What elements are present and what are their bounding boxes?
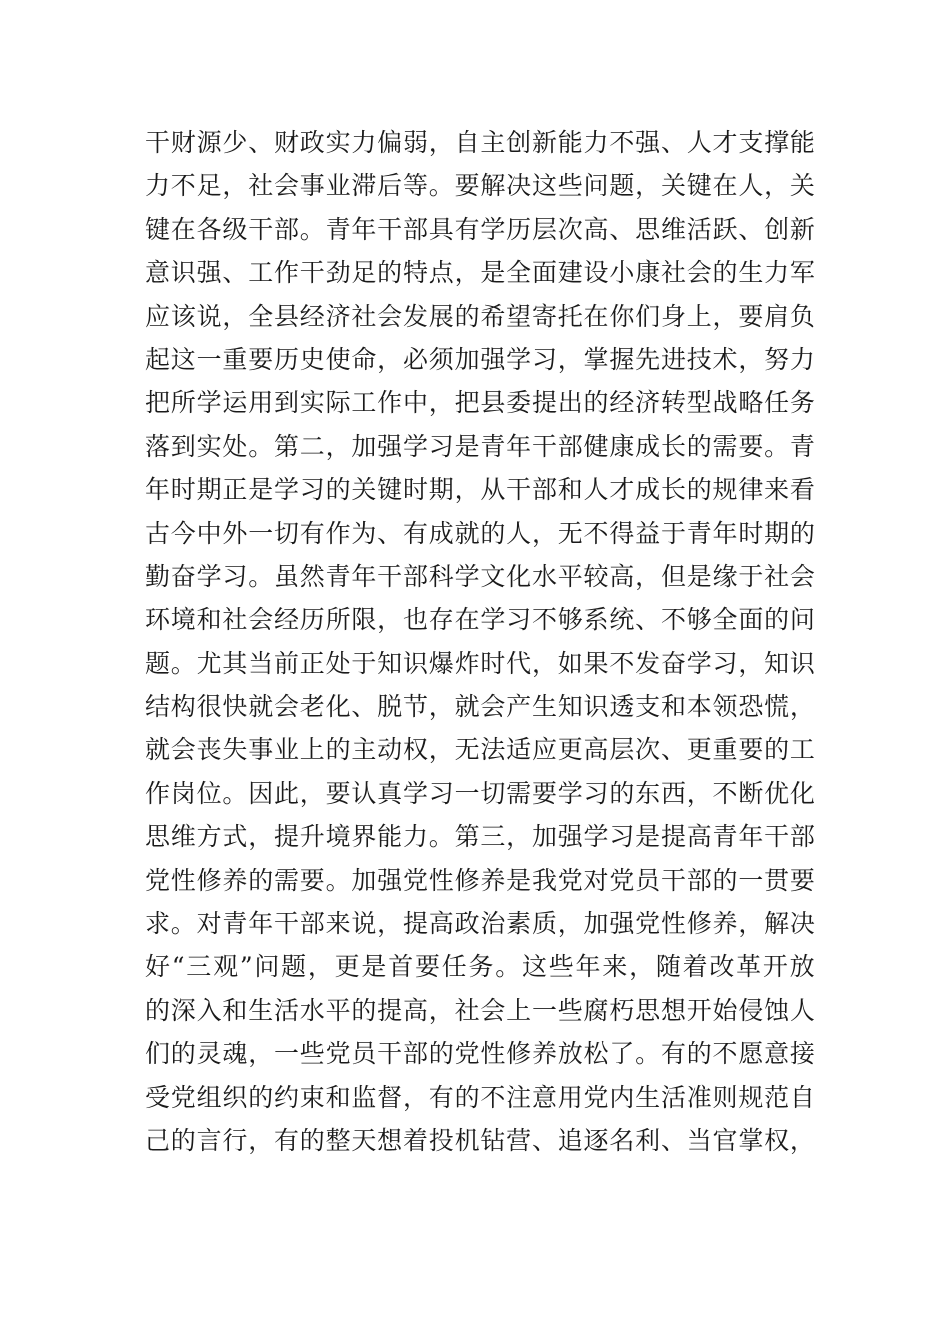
- body-text: [145, 121, 815, 1162]
- text-line: 起这一重要历史使命，必须加强学习，掌握先进技术，努力: [145, 344, 815, 374]
- text-line: 们的灵魂，一些党员干部的党性修养放松了。有的不愿意接: [145, 1039, 815, 1069]
- text-line: 题。尤其当前正处于知识爆炸时代，如果不发奋学习，知识: [145, 648, 815, 678]
- text-line: 把所学运用到实际工作中，把县委提出的经济转型战略任务: [145, 388, 815, 418]
- text-line: 结构很快就会老化、脱节，就会产生知识透支和本领恐慌，: [145, 692, 815, 722]
- text-line: 党性修养的需要。加强党性修养是我党对党员干部的一贯要: [145, 865, 815, 895]
- text-line: 受党组织的约束和监督，有的不注意用党内生活准则规范自: [145, 1082, 815, 1112]
- text-line: 键在各级干部。青年干部具有学历层次高、思维活跃、创新: [145, 214, 815, 244]
- text-line: 意识强、工作干劲足的特点，是全面建设小康社会的生力军: [145, 258, 815, 288]
- text-line: 年时期正是学习的关键时期，从干部和人才成长的规律来看: [145, 475, 815, 505]
- text-line: 己的言行，有的整天想着投机钻营、追逐名利、当官掌权，: [145, 1125, 815, 1155]
- text-line: 应该说，全县经济社会发展的希望寄托在你们身上，要肩负: [145, 301, 815, 331]
- text-line: 干财源少、财政实力偏弱，自主创新能力不强、人才支撑能: [145, 128, 815, 157]
- text-line: 的深入和生活水平的提高，社会上一些腐朽思想开始侵蚀人: [145, 995, 815, 1025]
- text-line: 好“三观”问题，更是首要任务。这些年来，随着改革开放: [145, 952, 815, 982]
- text-line: 勤奋学习。虽然青年干部科学文化水平较高，但是缘于社会: [145, 561, 815, 591]
- text-line: 求。对青年干部来说，提高政治素质，加强党性修养，解决: [145, 909, 815, 939]
- text-line: 思维方式，提升境界能力。第三，加强学习是提高青年干部: [145, 822, 815, 852]
- text-line: 力不足，社会事业滞后等。要解决这些问题，关键在人，关: [145, 171, 815, 201]
- text-line: 就会丧失事业上的主动权，无法适应更高层次、更重要的工: [145, 735, 815, 765]
- text-line: 落到实处。第二，加强学习是青年干部健康成长的需要。青: [145, 431, 815, 461]
- text-line: 作岗位。因此，要认真学习一切需要学习的东西，不断优化: [145, 778, 815, 808]
- text-line: 古今中外一切有作为、有成就的人，无不得益于青年时期的: [145, 518, 815, 548]
- text-line: 环境和社会经历所限，也存在学习不够系统、不够全面的问: [145, 605, 815, 635]
